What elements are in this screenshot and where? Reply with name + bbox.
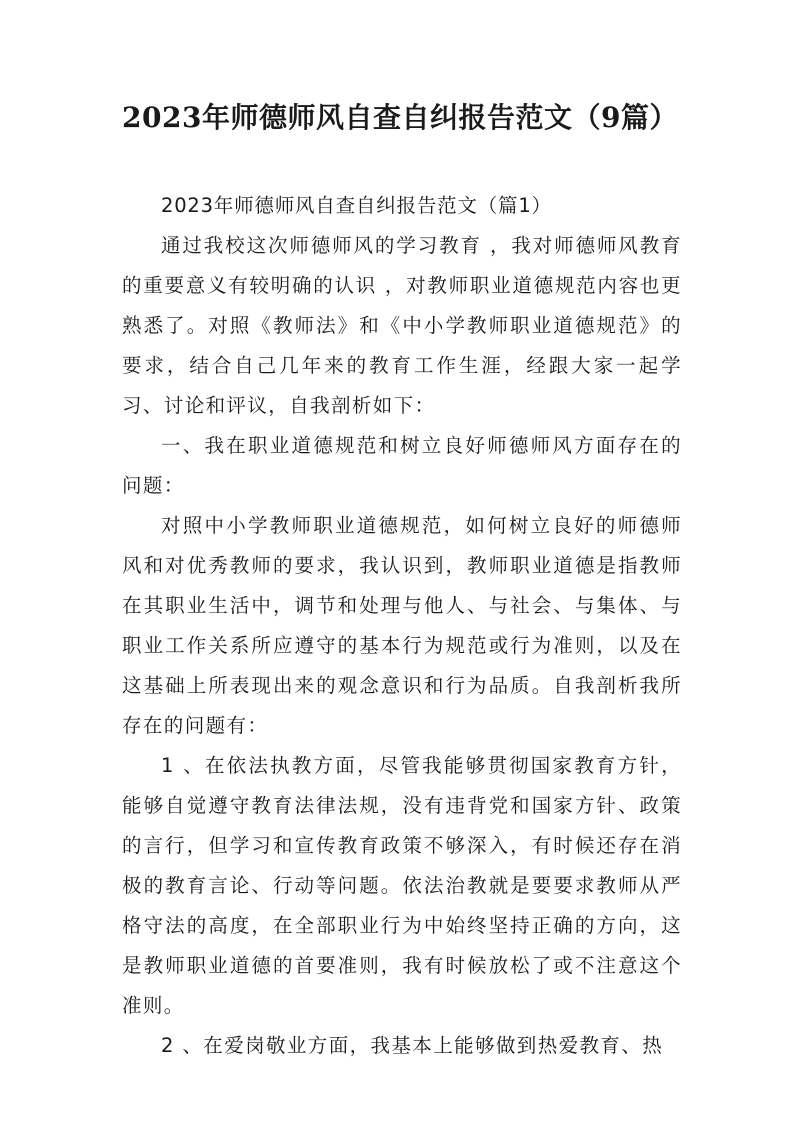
- body-paragraph: 对照中小学教师职业道德规范，如何树立良好的师德师风和对优秀教师的要求，我认识到，教师职业道德是指教师在其职业生活中，调节和处理与他人、与社会、与集体、与职业工作关系所应遵守的基本行为规范或行为准则，以及在这基础上所表现出来的观念意识和行为品质。自我剖析我所存在的问题有：: [122, 514, 682, 737]
- body-paragraph: 通过我校这次师德师风的学习教育 ，我对师德师风教育的重要意义有较明确的认识 ，对教师职业道德规范内容也更熟悉了。对照《教师法》和《中小学教师职业道德规范》的要求，结合自己几年来的教育工作生涯，经跟大家一起学习、讨论和评议，自我剖析如下：: [122, 234, 682, 417]
- body-paragraph: 1 、在依法执教方面，尽管我能够贯彻国家教育方针，能够自觉遵守教育法律法规，没有违背党和国家方针、政策的言行，但学习和宣传教育政策不够深入，有时候还存在消极的教育言论、行动等问题。依法治教就是要要求教师从严格守法的高度，在全部职业行为中始终坚持正确的方向，这是教师职业道德的首要准则，我有时候放松了或不注意这个准则。: [122, 754, 682, 1017]
- body-paragraph: 一、我在职业道德规范和树立良好师德师风方面存在的问题：: [122, 434, 682, 497]
- body-paragraph: 2 、在爱岗敬业方面，我基本上能够做到热爱教育、热: [161, 1034, 664, 1057]
- document-body: [122, 186, 682, 1066]
- section-heading: 2023年师德师风自查自纠报告范文（篇1）: [161, 194, 552, 217]
- document-title: 2023年师德师风自查自纠报告范文（9篇）: [122, 101, 678, 134]
